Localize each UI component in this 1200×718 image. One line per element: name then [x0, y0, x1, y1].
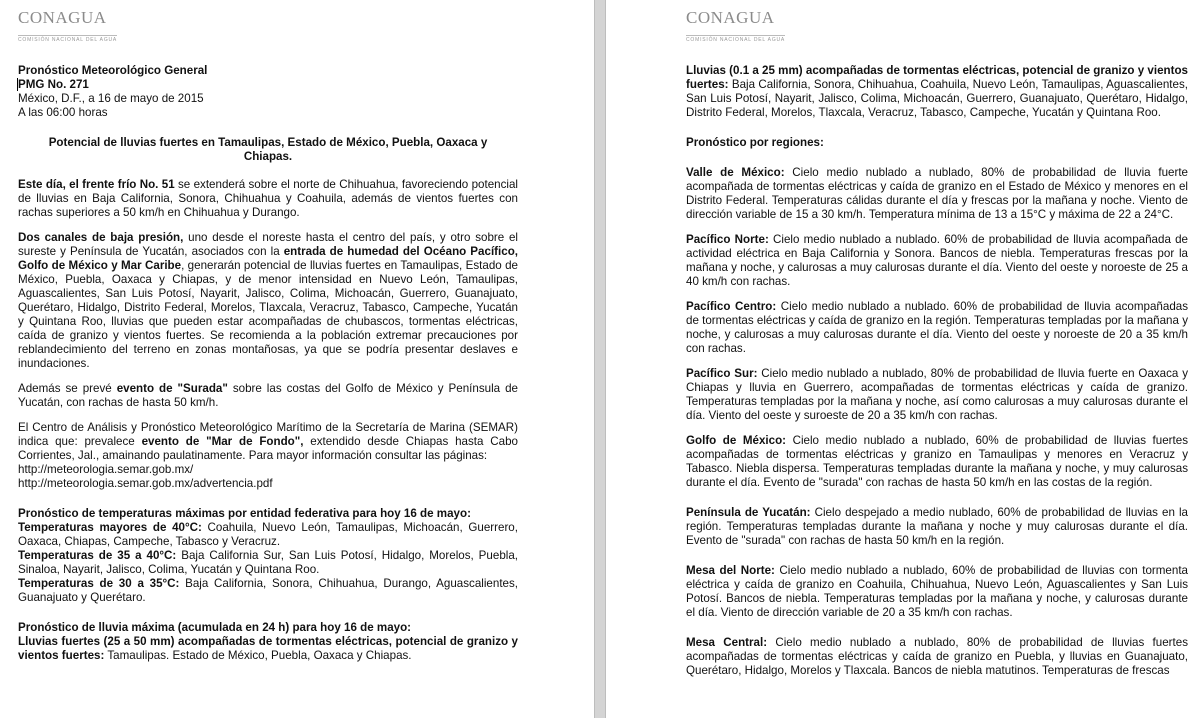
region-pacifico-sur: Pacífico Sur: Cielo medio nublado a nublado, 80% de probabilidad de lluvia fuerte en Oaxaca y Chiapas y lluvia en Guerrero, acompañadas de tormentas eléctricas y caída de granizo. Temperaturas templadas por la mañana y noche, así como calurosas a muy calurosas durante el día. Viento del oeste y suroeste de 20 a 35 km/h con rachas. — [686, 367, 1188, 422]
forecast-title: Pronóstico Meteorológico General — [18, 64, 208, 77]
document-page-left — [0, 0, 594, 718]
conagua-logo-right — [686, 8, 1188, 46]
paragraph-front: Este día, el frente frío No. 51 se extenderá sobre el norte de Chihuahua, favoreciendo potencial de lluvias en Baja California, Sonora, Chihuahua y Coahuila, además de vientos fuertes con rachas superiores a 50 km/h en Chihuahua y Durango. — [18, 178, 519, 219]
temperature-over-40: Temperaturas mayores de 40°C: Coahuila, Nuevo León, Tamaulipas, Michoacán, Guerrero, Oaxaca, Chiapas, Campeche, Tabasco y Veracruz. — [18, 521, 518, 548]
issue-date: México, D.F., a 16 de mayo de 2015 — [18, 92, 204, 105]
region-mesa-central: Mesa Central: Cielo medio nublado a nublado, 80% de probabilidad de lluvias fuertes acompañadas de tormentas eléctricas y caída de granizo en Puebla, y lluvias en Guanajuato, Querétaro, Hidalgo, Morelos y Tlaxcala. Bancos de niebla matutinos. Temperaturas de frescas — [686, 636, 1189, 677]
paragraph-surada: Además se prevé evento de "Surada" sobre las costas del Golfo de México y Península de Yucatán, con rachas de hasta 50 km/h. — [18, 382, 518, 409]
temperature-30-35: Temperaturas de 30 a 35°C: Baja California, Sonora, Chihuahua, Durango, Aguascalientes, Guanajuato y Querétaro. — [18, 577, 518, 604]
region-pacifico-centro: Pacífico Centro: Cielo medio nublado a nublado. 60% de probabilidad de lluvia acompañadas de tormentas eléctricas y caída de granizo en la región. Temperaturas templadas por la mañana y noche, y calurosas a muy calurosas durante el día. Viento del oeste y noroeste de 20 a 35 km/h con rachas. — [686, 300, 1189, 355]
logo-name-right: CONAGUA — [686, 8, 775, 27]
region-pacifico-norte: Pacífico Norte: Cielo medio nublado a nublado. 60% de probabilidad de lluvia acompañada de actividad eléctrica en Baja California y Sonora. Bancos de niebla. Temperaturas frescas por la mañana y noche, y calurosas a muy calurosas durante el día. Viento del oeste y noroeste de 25 a 40 km/h con rachas. — [686, 233, 1188, 288]
link-advertencia[interactable]: http://meteorologia.semar.gob.mx/advertencia.pdf — [18, 477, 273, 490]
conagua-logo — [18, 8, 518, 46]
link-semar[interactable]: http://meteorologia.semar.gob.mx/ — [18, 463, 194, 476]
temperature-title: Pronóstico de temperaturas máximas por entidad federativa para hoy 16 de mayo: — [18, 507, 471, 520]
region-mesa-del-norte: Mesa del Norte: Cielo medio nublado a nublado, 60% de probabilidad de lluvias con tormenta eléctrica y caída de granizo en Coahuila, Chihuahua, Nuevo León, Aguascalientes y San Luis Potosí. Bancos de niebla. Temperaturas templadas por la mañana y noche, y calurosas durante el día. Viento de dirección variable de 20 a 35 km/h con rachas. — [686, 564, 1188, 619]
document-body-right[interactable] — [686, 64, 1188, 678]
region-golfo-de-mexico: Golfo de México: Cielo medio nublado a nublado, 60% de probabilidad de lluvias fuertes acompañadas de tormentas eléctricas y granizo en Tamaulipas y menores en Veracruz y Tabasco. Niebla dispersa. Temperaturas templadas durante la mañana y noche, y muy calurosas durante el día. Evento de "surada" con rachas de hasta 50 km/h en las costas de la región. — [686, 434, 1189, 489]
forecast-number: PMG No. 271 — [18, 78, 89, 91]
page-gap — [594, 0, 606, 718]
rain-moderate: Lluvias (0.1 a 25 mm) acompañadas de tormentas eléctricas, potencial de granizo y vientos fuertes: Baja California, Sonora, Chihuahua, Coahuila, Nuevo León, Tamaulipas, Aguascalientes, San Luis Potosí, Nayarit, Jalisco, Colima, Michoacán, Guerrero, Guanajuato, Querétaro, Hidalgo, Distrito Federal, Morelos, Tlaxcala, Veracruz, Tabasco, Campeche, Yucatán y Quintana Roo. — [686, 64, 1188, 119]
logo-subtitle-right: COMISIÓN NACIONAL DEL AGUA — [686, 37, 786, 43]
rain-title: Pronóstico de lluvia máxima (acumulada en 24 h) para hoy 16 de mayo: — [18, 621, 412, 634]
regions-title: Pronóstico por regiones: — [686, 136, 824, 149]
region-valle-de-mexico: Valle de México: Cielo medio nublado a nublado, 80% de probabilidad de lluvia fuerte acompañada de tormentas eléctricas y caída de granizo en el Estado de México y menores en el Distrito Federal. Temperaturas cálidas durante el día y frescas por la mañana y noche. Viento de dirección variable de 15 a 30 km/h. Temperatura mínima de 13 a 15°C y máxima de 22 a 24°C. — [686, 166, 1188, 221]
issue-time: A las 06:00 horas — [18, 106, 108, 119]
region-peninsula-de-yucatan: Península de Yucatán: Cielo despejado a medio nublado, 60% de probabilidad de lluvias en la región. Temperaturas templadas durante la mañana y noche y muy calurosas durante el día. Evento de "surada" con rachas de hasta 50 km/h en la región. — [686, 506, 1188, 547]
headline: Potencial de lluvias fuertes en Tamaulipas, Estado de México, Puebla, Oaxaca y Chiapas. — [48, 136, 488, 163]
rain-heavy: Lluvias fuertes (25 a 50 mm) acompañadas de tormentas eléctricas, potencial de granizo y vientos fuertes: Tamaulipas. Estado de México, Puebla, Oaxaca y Chiapas. — [18, 635, 518, 662]
document-page-right — [606, 0, 1200, 718]
temperature-35-40: Temperaturas de 35 a 40°C: Baja California Sur, San Luis Potosí, Hidalgo, Morelos, Puebla, Sinaloa, Nayarit, Jalisco, Colima, Yucatán y Quintana Roo. — [18, 549, 519, 576]
document-body-left[interactable] — [18, 64, 518, 663]
logo-subtitle: COMISIÓN NACIONAL DEL AGUA — [18, 37, 118, 43]
paragraph-semar: El Centro de Análisis y Pronóstico Meteorológico Marítimo de la Secretaría de Marina (SEMAR) indica que: prevalece evento de "Mar de Fondo", extendido desde Chiapas hasta Cabo Corrientes, Jal., amainando paulatinamente. Para mayor información consultar las páginas: — [18, 421, 518, 462]
paragraph-channels: Dos canales de baja presión, uno desde el noreste hasta el centro del país, y otro sobre el sureste y Península de Yucatán, asociados con la entrada de humedad del Océano Pacífico, Golfo de México y Mar Caribe, generarán potencial de lluvias fuertes en Tamaulipas, Estado de México, Puebla, Oaxaca y Chiapas, y de menor intensidad en Nuevo León, Tamaulipas, Aguascalientes, San Luis Potosí, Nayarit, Jalisco, Colima, Michoacán, Guerrero, Guanajuato, Querétaro, Hidalgo, Distrito Federal, Morelos, Tlaxcala, Veracruz, Tabasco, Campeche, Yucatán y Quintana Roo, lluvias que pueden estar acompañadas de chubascos, tormentas eléctricas, caída de granizo y vientos fuertes. Se recomienda a la población extremar precauciones por reblandecimiento del terreno en zonas montañosas, ya que se podría presentar deslaves e inundaciones. — [18, 231, 519, 370]
logo-name: CONAGUA — [18, 8, 107, 27]
